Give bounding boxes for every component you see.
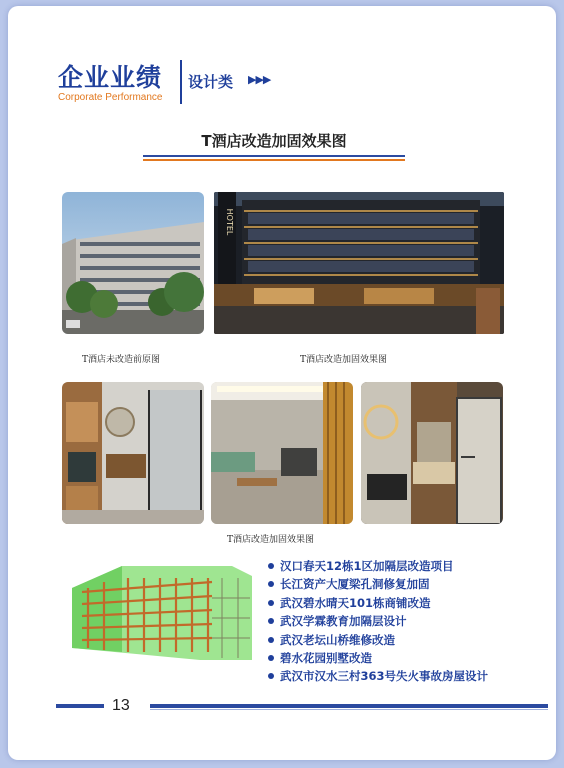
- list-item: 武汉市汉水三村363号失火事故房屋设计: [268, 668, 488, 686]
- header-category: 设计类: [188, 73, 234, 91]
- bullet-icon: [268, 673, 274, 679]
- bullet-icon: [268, 581, 274, 587]
- caption-after-interior: T酒店改造加固效果图: [227, 535, 315, 545]
- list-item: 碧水花园别墅改造: [268, 650, 488, 668]
- bullet-icon: [268, 618, 274, 624]
- footer-line-right-thin: [150, 709, 548, 710]
- caption-before: T酒店未改造前原图: [82, 355, 161, 365]
- project-list: [268, 558, 488, 687]
- photo-lounge: [211, 382, 353, 524]
- bullet-icon: [268, 655, 274, 661]
- structure-model-diagram: [62, 548, 260, 668]
- photo-after-exterior: [214, 192, 504, 334]
- footer-line-left: [56, 704, 104, 708]
- photo-before: [62, 192, 204, 334]
- photo-guest-room: [361, 382, 503, 524]
- list-item: 武汉老坛山桥维修改造: [268, 632, 488, 650]
- facade-sign: HOTEL: [225, 208, 234, 236]
- list-item: 武汉学霖教育加隔层设计: [268, 613, 488, 631]
- caption-after-exterior: T酒店改造加固效果图: [300, 355, 388, 365]
- header-divider: [180, 60, 182, 104]
- header-title: 企业业绩: [58, 63, 163, 92]
- footer-line-right: [150, 704, 548, 708]
- bullet-icon: [268, 563, 274, 569]
- list-item: 武汉碧水晴天101栋商铺改造: [268, 595, 488, 613]
- list-item: 长江资产大厦梁孔洞修复加固: [268, 576, 488, 594]
- page-number: 13: [112, 697, 130, 714]
- list-item: 汉口春天12栋1区加隔层改造项目: [268, 558, 488, 576]
- title-underline-orange: [143, 159, 405, 161]
- bullet-icon: [268, 600, 274, 606]
- title-underline-blue: [143, 155, 405, 157]
- section-title: T酒店改造加固效果图: [201, 132, 347, 150]
- bullet-icon: [268, 637, 274, 643]
- arrows-icon: ▶▶▶: [248, 73, 271, 86]
- photo-bathroom: [62, 382, 204, 524]
- header-subtitle-en: Corporate Performance: [58, 92, 163, 103]
